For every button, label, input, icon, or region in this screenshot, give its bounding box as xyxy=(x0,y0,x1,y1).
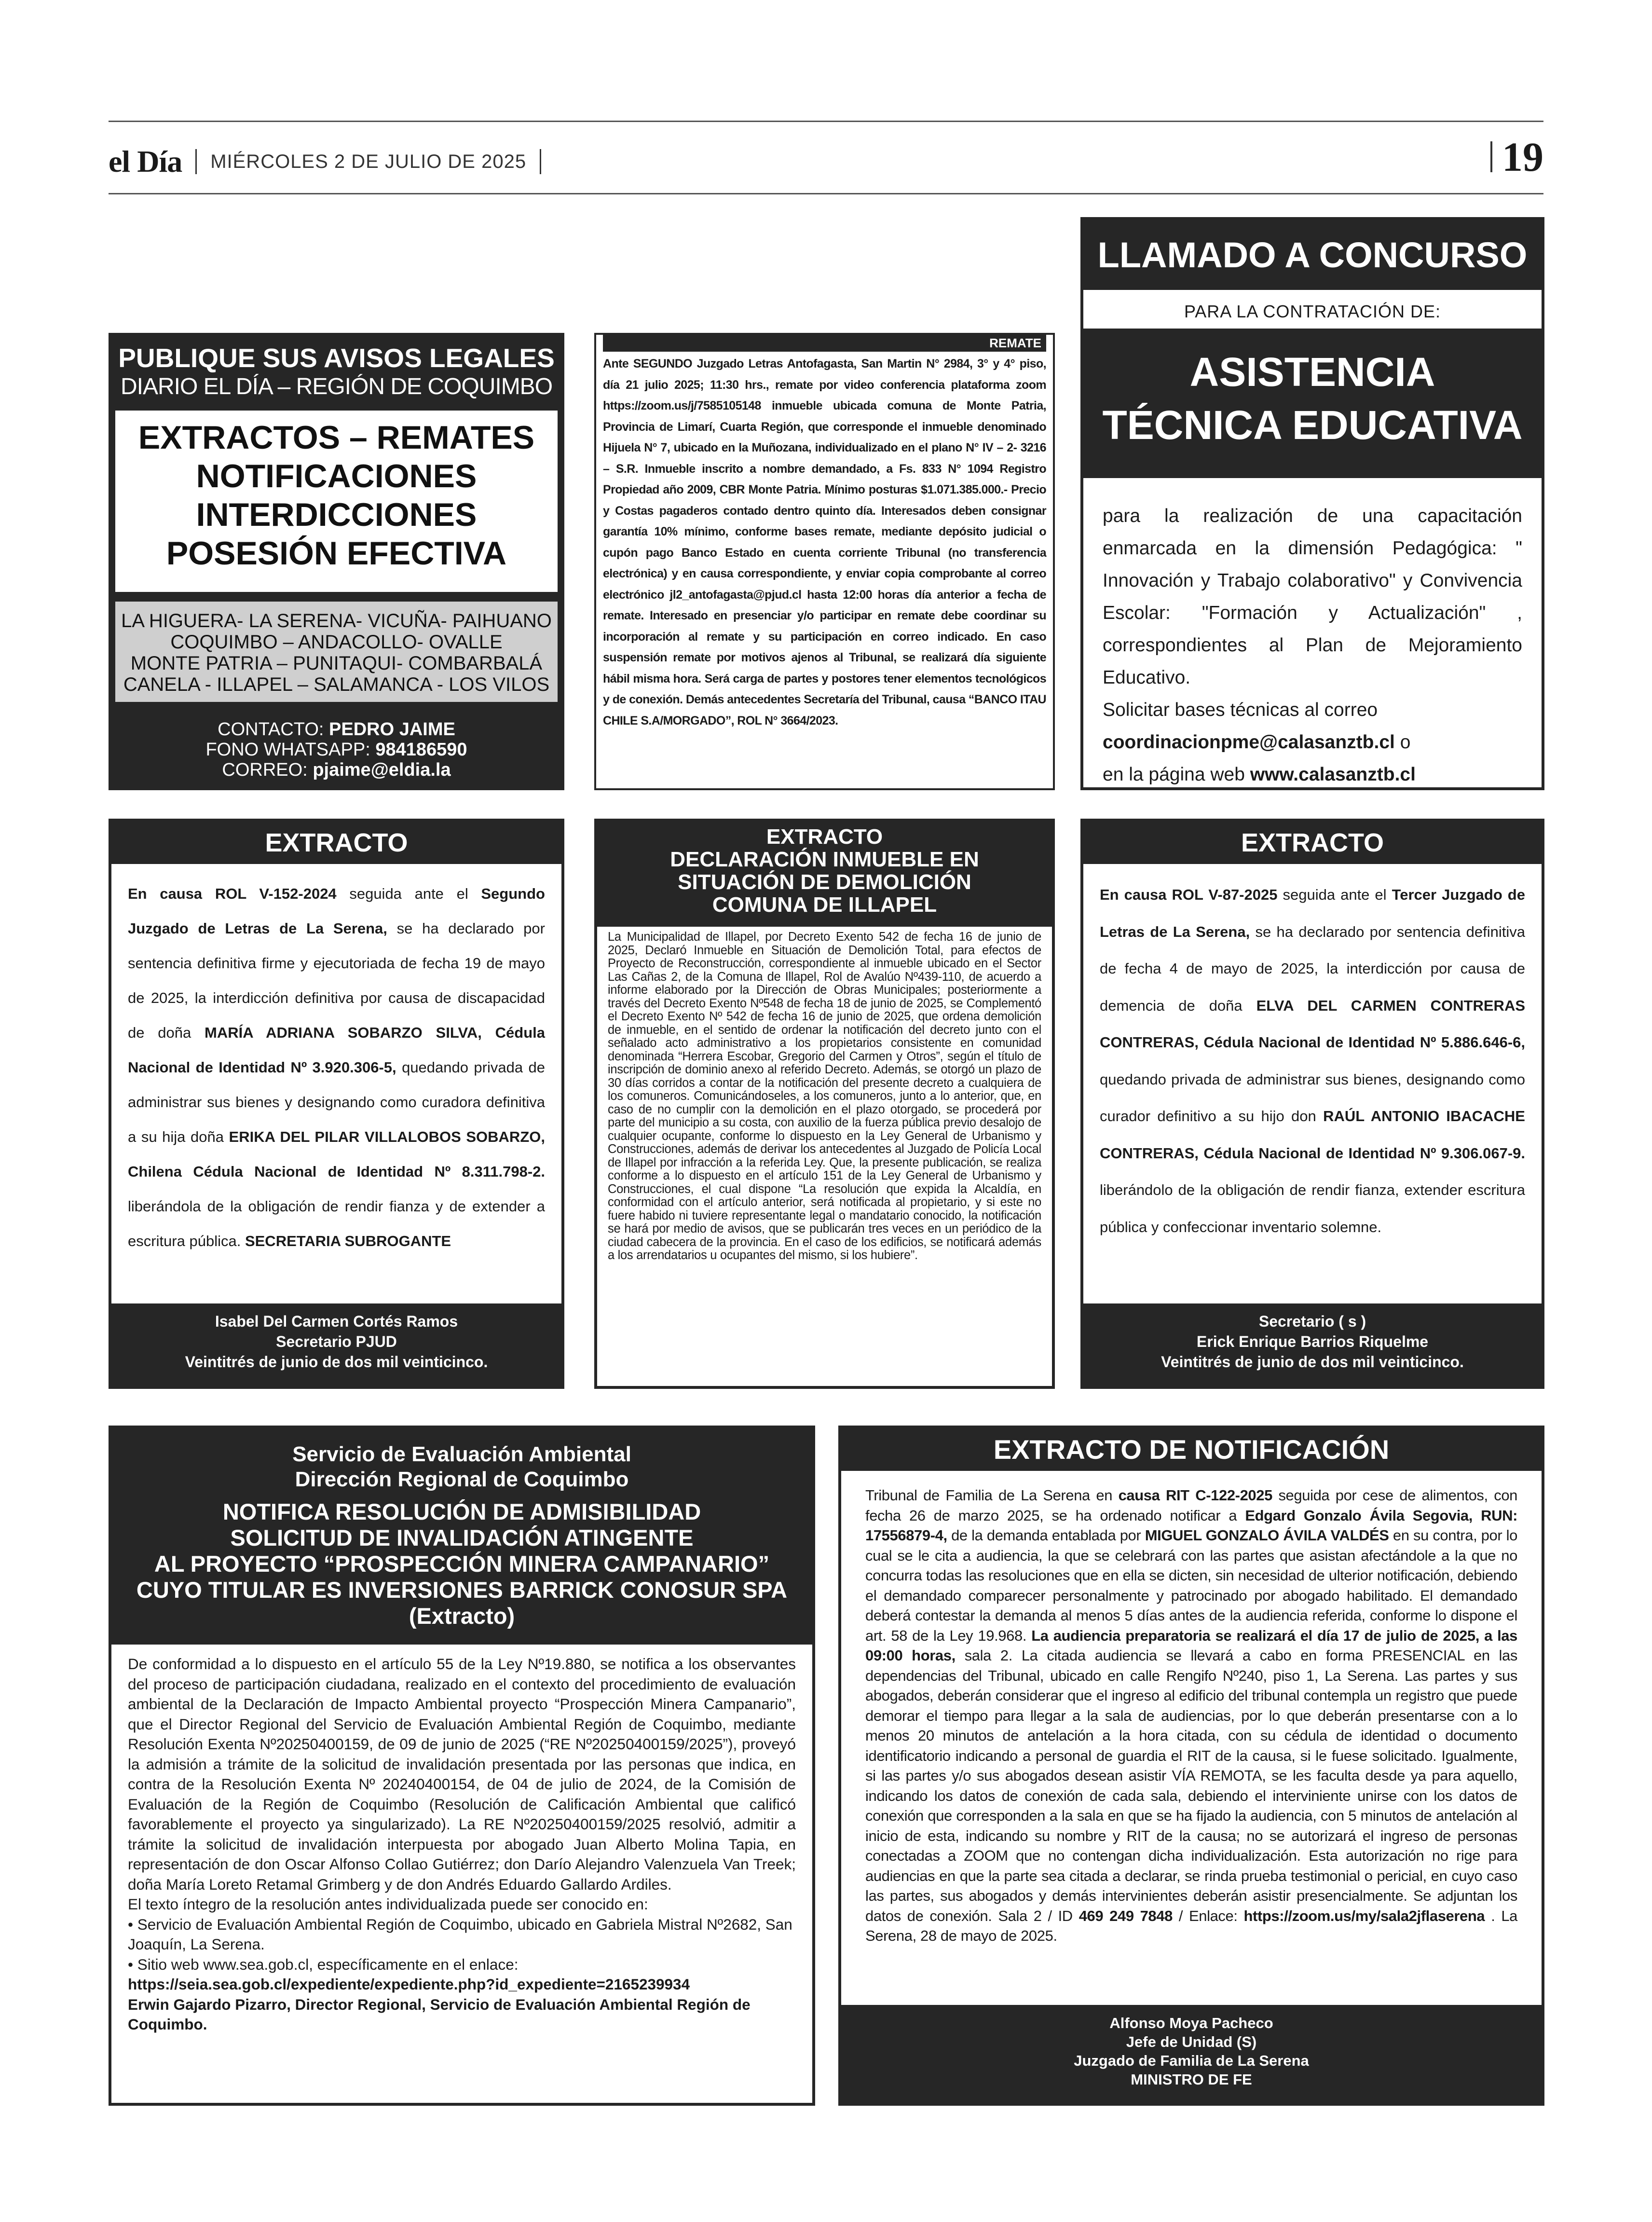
signature-line: Isabel Del Carmen Cortés Ramos xyxy=(215,1313,458,1330)
text-segment: 469 249 7848 xyxy=(1079,1907,1173,1924)
issue-date: MIÉRCOLES 2 DE JULIO DE 2025 xyxy=(210,151,527,172)
text-segment: MIGUEL GONZALO ÁVILA VALDÉS xyxy=(1145,1527,1389,1544)
text-segment: La audiencia preparatoria se realizará el día 17 de julio de 2025, a las 09:00 horas, xyxy=(865,1627,1517,1664)
signature-line: Veintitrés de junio de dos mil veinticinco. xyxy=(1161,1353,1464,1371)
text-segment: en su contra, por lo cual se le cita a audiencia, la que se celebrará con las partes que asistan afectándole a la que no concurra todas las resoluciones que en ella se dicten, sin necesidad de ulterior notificación, debiendo el demandado comparecer personalmente y patrocinado por abogado habilitado. El demandado deberá contestar la demanda al menos 5 días antes de la audiencia referida, conforme lo dispone el art. 58 de la Ley 19.968. xyxy=(865,1527,1517,1644)
location-line: LA HIGUERA- LA SERENA- VICUÑA- PAIHUANO xyxy=(121,610,552,631)
location-line: MONTE PATRIA – PUNITAQUI- COMBARBALÁ xyxy=(130,653,543,674)
categories-panel xyxy=(115,411,558,592)
text-segment: seguida por cese de alimentos, con fecha 26 de marzo 2025, se ha ordenado notificar a xyxy=(865,1487,1518,1524)
text-segment: se ha declarado por sentencia definitiva firme y ejecutoriada de fecha 19 de mayo de 2025, la interdicción definitiva por causa de discapacidad de doña xyxy=(128,920,545,1041)
page-number: 19 xyxy=(1502,134,1543,180)
sea-signature: Erwin Gajardo Pizarro, Director Regional, Servicio de Evaluación Ambiental Región de Coquimbo. xyxy=(128,1995,751,2033)
sea-agency: Servicio de Evaluación Ambiental xyxy=(292,1442,631,1466)
demolition-notice xyxy=(594,819,1055,1389)
locations-panel xyxy=(115,602,558,702)
sea-body-block xyxy=(111,1645,812,2035)
sea-bullet: • Servicio de Evaluación Ambiental Región de Coquimbo, ubicado en Gabriela Mistral Nº2682, San Joaquín, La Serena. xyxy=(128,1915,792,1953)
text-segment: Tercer Juzgado de Letras de La Serena, xyxy=(1100,886,1525,940)
category-item: EXTRACTOS – REMATES xyxy=(138,419,535,456)
job-call-ad xyxy=(1080,217,1544,790)
text-segment: sala 2. La citada audiencia se llevará a cabo en forma PRESENCIAL en las dependencias del Tribunal, ubicado en calle Rengifo Nº240, piso 1, La Serena. Las partes y sus abogados, deberán considerar que el ingreso al edificio del tribunal contempla un registro que puede demorar el tiempo para llegar a la sala de audiencias, por lo que deberán presentarse con a lo menos 20 minutos de antelación a la hora citada, con su cédula de identidad o documento identificatorio indicando a personal de guardia el RIT de la causa, si le fuese solicitado. Igualmente, si las partes y/o sus abogados desean asistir VÍA REMOTA, se les faculta desde ya para aquello, indicando los datos de conexión de cada sala, debiendo el interviniente unirse con los datos de conexión que corresponden a la sala en que se ha fijado la audiencia, con 5 minutos de antelación al inicio de esta, indicando su nombre y RIT de la causa; no se autorizará el ingreso de personas conectadas a ZOOM que no contengan dicha individualización. Esta autorización no rige para audiencias en que la parte sea citada a declarar, se rinda prueba testimonial o pericial, en cuyo caso las partes, sus abogados y demás intervinientes deberán asistir presencialmente. Se adjuntan los datos de conexión. Sala 2 / ID xyxy=(865,1647,1517,1924)
text-segment: ELVA DEL CARMEN CONTRERAS CONTRERAS, Cédula Nacional de Identidad Nº 5.886.646-6, xyxy=(1100,997,1526,1051)
signature-line: MINISTRO DE FE xyxy=(1131,2071,1252,2088)
contact-label: CONTACTO: xyxy=(218,719,324,740)
legal-notices-ad xyxy=(109,333,564,790)
text-segment: Tribunal de Familia de La Serena en xyxy=(865,1487,1119,1504)
signature-line: Alfonso Moya Pacheco xyxy=(1109,2015,1273,2031)
extract-signature xyxy=(1083,1303,1542,1386)
signature-line: Jefe de Unidad (S) xyxy=(1126,2033,1257,2050)
text-segment: causa RIT C-122-2025 xyxy=(1118,1487,1272,1504)
extract-notice-1 xyxy=(109,819,564,1389)
text-segment: RAÚL ANTONIO IBACACHE CONTRERAS, Cédula Nacional de Identidad Nº 9.306.067-9. xyxy=(1100,1108,1525,1162)
job-call-body xyxy=(1083,478,1542,791)
sea-notice xyxy=(109,1426,815,2106)
phone-number[interactable]: 984186590 xyxy=(375,740,467,760)
divider-bar xyxy=(1490,141,1492,172)
text-segment: En causa ROL V-87-2025 xyxy=(1100,886,1278,903)
masthead xyxy=(109,140,541,183)
bases-text: Solicitar bases técnicas al correo xyxy=(1103,700,1378,720)
sea-link[interactable]: https://seia.sea.gob.cl/expediente/expediente.php?id_expediente=2165239934 xyxy=(128,1975,690,1993)
category-item: NOTIFICACIONES xyxy=(196,458,477,494)
sea-body: De conformidad a lo dispuesto en el artículo 55 de la Ley Nº19.880, se notifica a los observantes del proceso de participación ciudadana, realizado en el contexto del procedimiento de evaluación ambiental de la Declaración de Impacto Ambiental proyecto “Prospección Minera Campanario”, que el Director Regional del Servicio de Evaluación Ambiental Región de Coquimbo, mediante Resolución Exenta Nº20250400159, de 09 de junio de 2025 (“RE Nº20250400159/2025”), proveyó la admisión a trámite de la solicitud de invalidación presentada por las personas que indica, en contra de la Resolución Exenta Nº 20240400154, de 04 de julio de 2024, de la Comisión de Evaluación de la Región de Coquimbo (Resolución de Calificación Ambiental que calificó favorablemente el proyecto ya singularizado). La RE Nº20250400159/2025 resolvió, admitir a trámite la solicitud de invalidación interpuesta por abogado Juan Alberto Molina Tapia, en representación de don Oscar Alfonso Collao Gutiérrez; don Darío Alejandro Valenzuela Van Treek; doña María Loreto Retamal Grimberg y de don Andrés Eduardo Gallardo Ardiles. xyxy=(128,1655,796,1893)
email-suffix: o xyxy=(1394,732,1411,753)
text-segment: / Enlace: xyxy=(1172,1907,1244,1924)
text-segment: de la demanda entablada por xyxy=(947,1527,1145,1544)
category-item: POSESIÓN EFECTIVA xyxy=(166,535,507,572)
sea-title-line: NOTIFICA RESOLUCIÓN DE ADMISIBILIDAD xyxy=(222,1499,701,1524)
signature-line: Secretario ( s ) xyxy=(1258,1313,1366,1330)
text-segment: MARÍA ADRIANA SOBARZO SILVA, Cédula Nacional de Identidad Nº 3.920.306-5, xyxy=(128,1024,545,1076)
sea-title-line: CUYO TITULAR ES INVERSIONES BARRICK CONOSUR SPA xyxy=(136,1577,788,1603)
remate-body: Ante SEGUNDO Juzgado Letras Antofagasta, San Martin N° 2984, 3° y 4° piso, día 21 julio 2025; 11:30 hrs., remate por video conferencia plataforma zoom https://zoom.us/j/7585105148 inmueble ubicada comuna de Monte Patria, Provincia de Limarí, Cuarta Región, que corresponde el inmueble denominado Hijuela N° 7, ubicado en la Muñozana, individualizado en el plano N° IV – 2- 3216 – S.R. Inmueble inscrito a nombre demandado, a Fs. 833 N° 1094 Registro Propiedad año 2009, CBR Monte Patria. Mínimo posturas $1.071.385.000.- Precio y Costas pagaderos contado dentro quinto día. Interesados deben consignar garantía 10% mínimo, conforme bases remate, mediante depósito judicial o cupón pago Banco Estado en cuenta corriente Tribunal (no transferencia electrónica) y en causa correspondiente, y enviar copia comprobante al correo electrónico jl2_antofagasta@pjud.cl hasta 12:00 horas día anterior a fecha de remate. Interesado en presenciar y/o participar en remate debe coordinar su incorporación al remate y su participación en correo indicado. En caso suspensión remate por motivos ajenos al Tribunal, se realizará día siguiente hábil misma hora. Será carga de partes y postores tener elementos tecnológicos y de conexión. Demás antecedentes Secretaría del Tribunal, causa “BANCO ITAU CHILE S.A/MORGADO”, ROL N° 3664/2023. xyxy=(603,357,1046,727)
job-email[interactable]: coordinacionpme@calasanztb.cl xyxy=(1103,732,1395,753)
header-rule xyxy=(109,193,1543,194)
sea-title-line: AL PROYECTO “PROSPECCIÓN MINERA CAMPANARIO” xyxy=(154,1551,770,1577)
position-line: ASISTENCIA xyxy=(1189,349,1435,395)
text-segment: ERIKA DEL PILAR VILLALOBOS SOBARZO, Chilena Cédula Nacional de Identidad Nº 8.311.798-2. xyxy=(128,1128,545,1180)
remate-notice xyxy=(594,333,1055,790)
title-line: SITUACIÓN DE DEMOLICIÓN xyxy=(678,870,971,894)
demolition-body: La Municipalidad de Illapel, por Decreto Exento 542 de fecha 16 de junio de 2025, Declaró Inmueble en Situación de Demolición Total, para efectos de Proyecto de Reconstrucción, correspondiente al inmueble ubicado en el Sector Las Cañas 2, de la Comuna de Illapel, Rol de Avalúo Nº439-110, de acuerdo a informe elaborado por la Dirección de Obras Municipales; posteriormente a través del Decreto Exento Nº548 de fecha 18 de junio de 2025, se Complementó el Decreto Exento Nº 542 de fecha 16 de junio de 2025, que ordena demolición de inmueble, en el sentido de ordenar la notificación del decreto junto con el señalado acto administrativo a los propietarios consistente en comunidad denominada “Herrera Escobar, Gregorio del Carmen y Otros”, según el título de inscripción de dominio anexo al referido Decreto. Además, se otorgó un plazo de 30 días corridos a contar de la notificación del presente decreto a cualquiera de los comuneros. Comunicándoseles, a los comuneros, junto a lo anterior, que, en caso de no cumplir con la demolición en el plazo otorgado, se procederá por parte del municipio a su costa, con auxilio de la fuerza pública previo desalojo de cualquier ocupante, conforme lo dispuesto en la Ley General de Urbanismo y Construcciones, además de derivar los antecedentes al Juzgado de Policía Local de Illapel por infracción a la referida Ley. Que, la presente publicación, se realiza conforme a lo dispuesto en el artículo 151 de la Ley General de Urbanismo y Construcciones, el cual dispone “La resolución que expida la Alcaldía, en conformidad con el artículo anterior, será notificada al propietario, y si este no fuere habido ni tuviere representante legal o mandatario conocido, la notificación se hará por medio de avisos, que se publicarán tres veces en un periódico de la ciudad cabecera de la provincia. En el caso de los edificios, se notificará además a los arrendatarios u ocupantes del mismo, si los hubiere”. xyxy=(608,930,1041,1262)
email-address[interactable]: pjaime@eldia.la xyxy=(313,760,451,780)
job-call-title: LLAMADO A CONCURSO xyxy=(1083,220,1542,290)
extract-body xyxy=(111,864,561,1259)
remate-label-row xyxy=(603,335,1046,352)
page-number-group xyxy=(1490,130,1543,183)
web-prefix: en la página web xyxy=(1103,764,1250,785)
phone-label: FONO WHATSAPP: xyxy=(205,740,370,760)
sea-agency: Dirección Regional de Coquimbo xyxy=(295,1468,629,1491)
extract-signature xyxy=(111,1303,561,1386)
text-segment: liberándolo de la obligación de rendir fianza, extender escritura pública y confeccionar inventario solemne. xyxy=(1100,1181,1525,1235)
notification-signature xyxy=(841,2005,1542,2103)
top-rule xyxy=(109,121,1543,122)
location-line: COQUIMBO – ANDACOLLO- OVALLE xyxy=(170,631,503,653)
remate-label: REMATE xyxy=(603,335,1046,352)
extract-notice-2 xyxy=(1080,819,1544,1389)
sea-title-line: SOLICITUD DE INVALIDACIÓN ATINGENTE xyxy=(230,1525,694,1550)
text-segment: Edgard Gonzalo Ávila Segovia, RUN: 17556879-4, xyxy=(865,1507,1517,1544)
sea-bullet: • Sitio web www.sea.gob.cl, específicamente en el enlace: xyxy=(128,1955,519,1973)
notification-title: EXTRACTO DE NOTIFICACIÓN xyxy=(841,1428,1542,1471)
ad-subtitle: DIARIO EL DÍA – REGIÓN DE COQUIMBO xyxy=(120,374,553,399)
text-segment: seguida ante el xyxy=(336,885,481,902)
contact-name: PEDRO JAIME xyxy=(329,719,455,740)
extract-title: EXTRACTO xyxy=(1083,822,1542,864)
divider-bar xyxy=(540,149,541,174)
title-line: EXTRACTO xyxy=(766,825,883,849)
category-item: INTERDICCIONES xyxy=(196,496,477,533)
notification-body xyxy=(841,1471,1542,1946)
signature-line: Secretario PJUD xyxy=(276,1333,397,1350)
notification-extract xyxy=(838,1426,1544,2106)
position-line: TÉCNICA EDUCATIVA xyxy=(1102,402,1523,448)
signature-line: Erick Enrique Barrios Riquelme xyxy=(1196,1333,1429,1350)
text-segment: . La Serena, 28 de mayo de 2025. xyxy=(865,1907,1517,1944)
extract-body xyxy=(1083,864,1542,1246)
text-segment: quedando privada de administrar sus bienes, designando como curador definitivo a su hijo don xyxy=(1100,1070,1525,1125)
text-segment: quedando privada de administrar sus bienes y designando como curadora definitiva a su hija doña xyxy=(128,1059,546,1145)
job-website[interactable]: www.calasanztb.cl xyxy=(1250,764,1416,785)
position-banner xyxy=(1083,329,1542,478)
text-segment: SECRETARIA SUBROGANTE xyxy=(245,1233,451,1249)
job-call-description: para la realización de una capacitación enmarcada en la dimensión Pedagógica: " Innovación y Trabajo colaborativo" y Convivencia Escolar: "Formación y Actualización" , correspondientes al Plan de Mejoramiento Educativo. xyxy=(1103,506,1522,688)
text-segment: seguida ante el xyxy=(1277,886,1392,903)
text-segment: En causa ROL V-152-2024 xyxy=(128,885,337,902)
sea-header xyxy=(111,1428,812,1645)
text-segment: Segundo Juzgado de Letras de La Serena, xyxy=(128,885,545,937)
signature-line: Juzgado de Familia de La Serena xyxy=(1074,2052,1309,2069)
divider-bar xyxy=(195,149,197,174)
ad-title: PUBLIQUE SUS AVISOS LEGALES xyxy=(118,343,555,373)
text-segment: https://zoom.us/my/sala2jflaserena xyxy=(1243,1907,1485,1924)
email-label: CORREO: xyxy=(222,760,308,780)
title-line: COMUNA DE ILLAPEL xyxy=(712,893,937,917)
signature-line: Veintitrés de junio de dos mil veinticinco. xyxy=(185,1353,488,1371)
title-line: DECLARACIÓN INMUEBLE EN xyxy=(670,848,979,871)
newspaper-logo: el Día xyxy=(109,144,182,178)
demolition-title xyxy=(597,822,1052,927)
contact-block xyxy=(115,719,558,780)
extract-title: EXTRACTO xyxy=(111,822,561,864)
sea-text-line: El texto íntegro de la resolución antes individualizada puede ser conocido en: xyxy=(128,1895,648,1913)
text-segment: se ha declarado por sentencia definitiva de fecha 4 de mayo de 2025, la interdicción por causa de demencia de doña xyxy=(1100,923,1526,1014)
sea-title-line: (Extracto) xyxy=(409,1603,515,1629)
job-call-subtitle: PARA LA CONTRATACIÓN DE: xyxy=(1184,302,1441,321)
text-segment: liberándola de la obligación de rendir fianza y de extender a escritura pública. xyxy=(128,1198,545,1249)
location-line: CANELA - ILLAPEL – SALAMANCA - LOS VILOS xyxy=(123,674,550,695)
